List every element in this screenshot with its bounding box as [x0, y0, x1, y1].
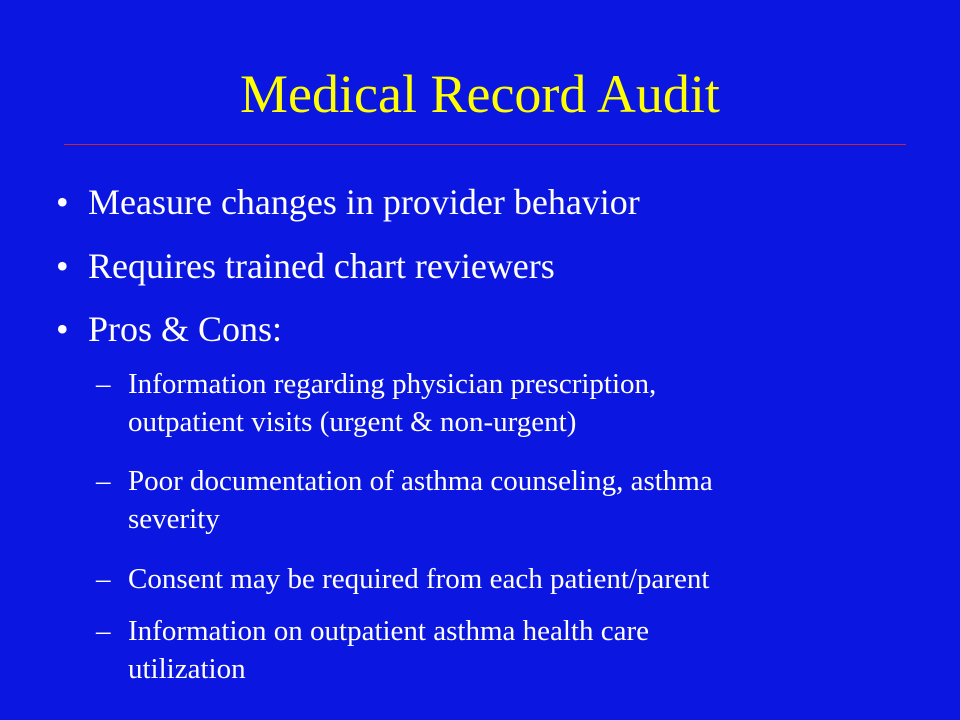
sub-bullet-text: [128, 365, 918, 441]
sub-bullet-dash: –: [96, 368, 111, 400]
bullet-text: Measure changes in provider behavior: [88, 182, 640, 222]
sub-bullet-dash: –: [96, 563, 111, 595]
sub-bullet-line: Information on outpatient asthma health care: [128, 615, 650, 647]
sub-bullet-line: utilization: [128, 653, 246, 685]
sub-bullet-text: [128, 560, 918, 598]
slide-title: Medical Record Audit: [240, 64, 720, 124]
sub-bullet-line: Information regarding physician prescription,: [128, 368, 657, 400]
sub-bullet-dash: –: [96, 615, 111, 647]
sub-bullet-text: [128, 612, 918, 688]
bullet-dot: •: [56, 182, 69, 222]
sub-bullet-text: [128, 462, 918, 538]
sub-bullet-dash: –: [96, 465, 111, 497]
sub-bullet-line: Poor documentation of asthma counseling, asthma: [128, 465, 713, 497]
sub-bullet-line: outpatient visits (urgent & non-urgent): [128, 406, 577, 438]
bullet-text: Pros & Cons:: [88, 309, 283, 349]
sub-bullet-line: Consent may be required from each patient/parent: [128, 563, 710, 595]
bullet-dot: •: [56, 309, 69, 349]
bullet-text: Requires trained chart reviewers: [88, 246, 555, 286]
sub-bullet-line: severity: [128, 503, 220, 535]
bullet-dot: •: [56, 246, 69, 286]
